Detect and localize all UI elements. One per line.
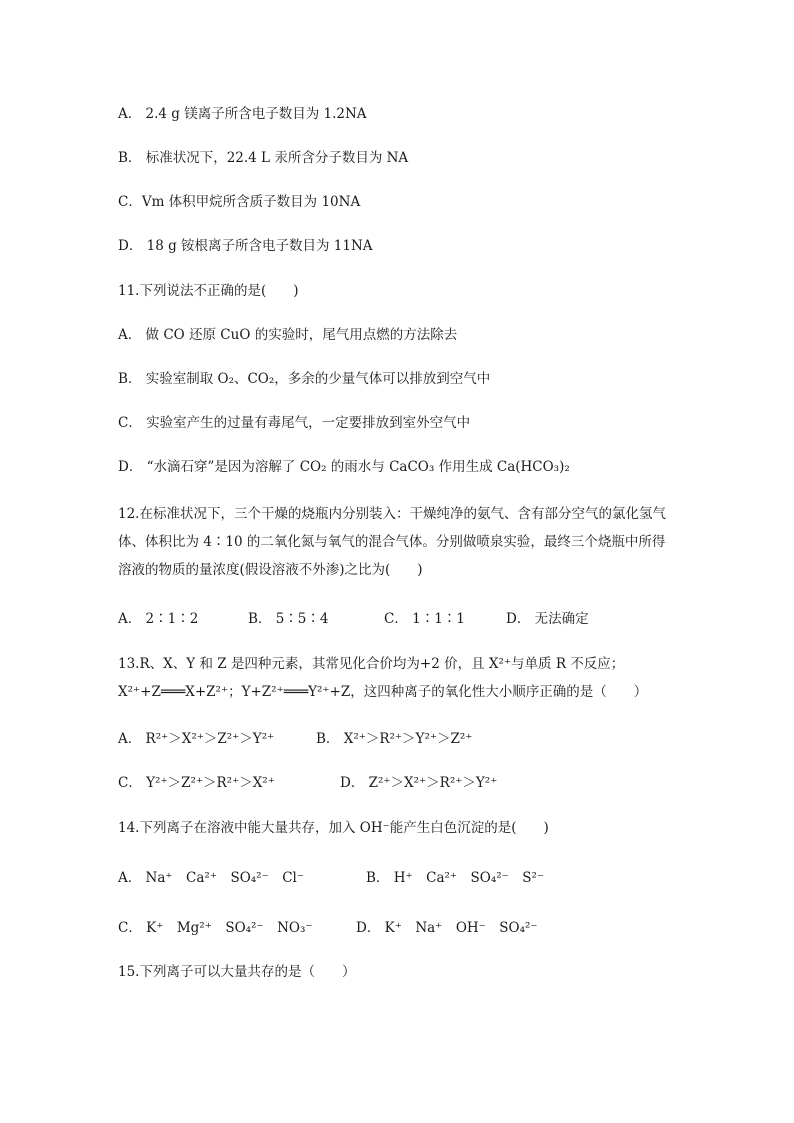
q13-option-b: B． X²⁺＞R²⁺＞Y²⁺＞Z²⁺	[316, 731, 473, 747]
q12-option-b: B． 5∶5∶4	[248, 611, 329, 627]
q12-option-d: D． 无法确定	[506, 611, 589, 627]
q14-option-c: C． K⁺ Mg²⁺ SO₄²⁻ NO₃⁻	[118, 920, 313, 936]
q14-option-d: D． K⁺ Na⁺ OH⁻ SO₄²⁻	[356, 920, 538, 936]
q10-option-d: D． 18 g 铵根离子所含电子数目为 11NA	[118, 238, 373, 254]
q14-option-b: B． H⁺ Ca²⁺ SO₄²⁻ S²⁻	[366, 870, 545, 886]
q14-options-row1	[118, 868, 544, 888]
q13-options-row2	[118, 773, 497, 793]
q11-option-d: D． “水滴石穿”是因为溶解了 CO₂ 的雨水与 CaCO₃ 作用生成 Ca(HCO₃)₂	[118, 459, 570, 475]
q15-stem: 15.下列离子可以大量共存的是（ ）	[118, 964, 356, 980]
q10-option-a: A． 2.4 g 镁离子所含电子数目为 1.2NA	[118, 106, 367, 122]
q12-option-a: A． 2∶1∶2	[118, 611, 199, 627]
q11-stem: 11.下列说法不正确的是( )	[118, 283, 299, 299]
q10-option-c: C．Vm 体积甲烷所含质子数目为 10NA	[118, 194, 361, 210]
q13-options-row1	[118, 729, 472, 749]
q12-options	[118, 609, 589, 629]
q14-stem: 14.下列离子在溶液中能大量共存，加入 OH⁻能产生白色沉淀的是( )	[118, 820, 549, 836]
q12-option-c: C． 1∶1∶1	[384, 611, 465, 627]
q10-option-b: B． 标准状况下，22.4 L 汞所含分子数目为 NA	[118, 150, 409, 166]
q14-option-a: A． Na⁺ Ca²⁺ SO₄²⁻ Cl⁻	[118, 870, 304, 886]
q11-option-b: B． 实验室制取 O₂、CO₂，多余的少量气体可以排放到空气中	[118, 371, 491, 387]
q11-option-c: C． 实验室产生的过量有毒尾气，一定要排放到室外空气中	[118, 415, 471, 431]
q13-option-c: C． Y²⁺＞Z²⁺＞R²⁺＞X²⁺	[118, 775, 275, 791]
q13-stem: 13.R、X、Y 和 Z 是四种元素，其常见化合价均为+2 价，且 X²⁺与单质 R 不反应；X²⁺+Z═══X+Z²⁺；Y+Z²⁺═══Y²⁺+Z，这四种离子的氧化性大小顺序正确的是（ ）	[118, 656, 648, 700]
q13-option-d: D． Z²⁺＞X²⁺＞R²⁺＞Y²⁺	[340, 775, 498, 791]
q13-option-a: A． R²⁺＞X²⁺＞Z²⁺＞Y²⁺	[118, 731, 275, 747]
q12-stem: 12.在标准状况下，三个干燥的烧瓶内分别装入：干燥纯净的氨气、含有部分空气的氯化氢气体、体积比为 4∶10 的二氧化氮与氧气的混合气体。分别做喷泉实验，最终三个烧瓶中所得溶液的物质的量浓度(假设溶液不外渗)之比为( )	[118, 506, 666, 578]
q14-options-row2	[118, 918, 538, 938]
q11-option-a: A． 做 CO 还原 CuO 的实验时，尾气用点燃的方法除去	[118, 327, 458, 343]
